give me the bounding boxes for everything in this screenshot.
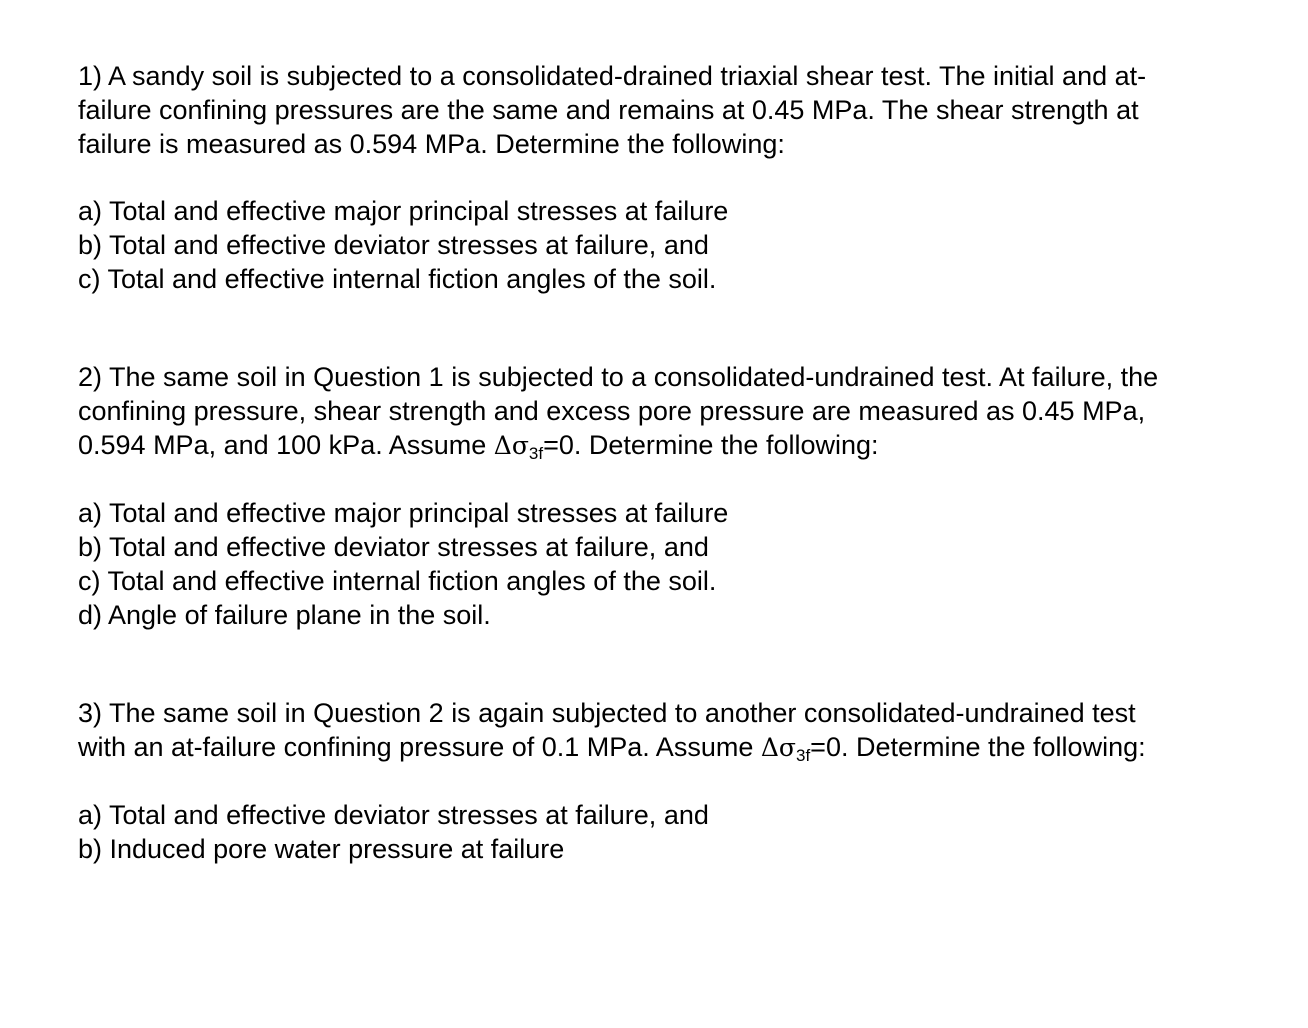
delta-sigma-subscript: 3f [795,746,811,765]
question-2-stem-end: =0. Determine the following: [543,430,879,460]
question-1-item-c: c) Total and effective internal fiction angles of the soil. [78,264,717,294]
question-1-item-a: a) Total and effective major principal stresses at failure [78,196,729,226]
question-3 [78,696,1278,866]
question-3-stem-end: =0. Determine the following: [810,732,1146,762]
delta-sigma-symbol: Δσ [760,733,796,762]
question-3-items [78,798,1278,866]
question-2-item-a: a) Total and effective major principal stresses at failure [78,498,729,528]
question-2-stem-text: 2) The same soil in Question 1 is subjected to a consolidated-undrained test. At failure, the confining pressure, shear strength and excess pore pressure are measured as 0.45 MPa, 0.594 MPa, and 100 kPa. Assume [78,362,1159,460]
question-3-stem-text: 3) The same soil in Question 2 is again subjected to another consolidated-undrained test with an at-failure confining pressure of 0.1 MPa. Assume [78,698,1136,762]
question-2-item-b: b) Total and effective deviator stresses at failure, and [78,532,709,562]
question-3-item-b: b) Induced pore water pressure at failure [78,834,565,864]
question-2-item-c: c) Total and effective internal fiction angles of the soil. [78,566,717,596]
delta-sigma-subscript: 3f [528,444,544,463]
delta-sigma-symbol: Δσ [493,431,529,460]
question-1-stem: 1) A sandy soil is subjected to a consolidated-drained triaxial shear test. The initial and at-failure confining pressures are the same and remains at 0.45 MPa. The shear strength at failure is measured as 0.594 MPa. Determine the following: [78,61,1147,159]
question-1-items [78,194,1278,296]
question-1-item-b: b) Total and effective deviator stresses at failure, and [78,230,709,260]
question-2-items [78,496,1278,632]
question-2 [78,360,1278,632]
question-3-item-a: a) Total and effective deviator stresses at failure, and [78,800,709,830]
question-2-stem [78,360,1203,463]
question-3-stem [78,696,1173,765]
question-1 [78,59,1278,296]
question-2-item-d: d) Angle of failure plane in the soil. [78,600,491,630]
